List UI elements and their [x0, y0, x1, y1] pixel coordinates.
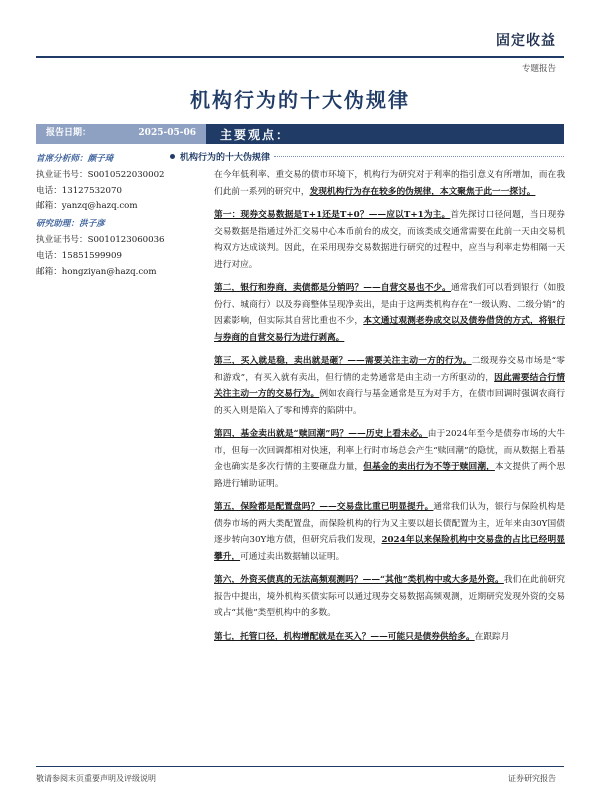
paragraph-text-continued: 例如农商行与基金通常是互为对手方，在债市回调时强调农商行的买入则是陷入了零和博弈的陷阱中。: [214, 389, 566, 416]
report-date-value: 2025-05-06: [138, 128, 196, 139]
analyst-email[interactable]: 邮箱：yanzq@hazq.com: [36, 201, 138, 212]
paragraph-text: 在跟踪月: [474, 631, 510, 642]
paragraph-text: 由于2024年至今是债券市场的大牛市，但每一次回调都相对快速，利率上行时市场总会产生“赎回潮”的隐忧，而从数据上看基金也确实是多次行情的主要砸盘力量，: [214, 429, 566, 472]
assistant-line: [36, 217, 206, 233]
body-paragraph: [214, 353, 565, 419]
paragraph-heading: 第六，外资买债真的无法高频观测吗？——“其他”类机构中或大多是外资。: [214, 575, 504, 585]
paragraph-text: 在今年低利率、重交易的债市环境下，机构行为研究对于利率的指引意义有所增加，而在我们此前一系列的研究中，: [214, 170, 565, 197]
paragraph-emphasis: 因此需要结合行情关注主动一方的交易行为。: [214, 372, 565, 399]
header-rule: [36, 56, 564, 58]
paragraph-text: 首先探讨口径问题，当日现券交易数据是指通过外汇交易中心本币前台的成交，而该类成交通常需要在此前一天由交易机构双方达成谈判。因此，在采用现券交易数据进行研究的过程中，应当与利率走势相隔一天进行对应。: [214, 210, 565, 270]
body-paragraph: [214, 426, 565, 492]
analyst-phone: 电话：13127532070: [36, 185, 122, 196]
sub-title: 机构行为的十大伪规律: [180, 153, 271, 163]
dotted-rule: [274, 156, 564, 157]
assistant-name: 洪子彦: [78, 219, 105, 230]
paragraph-emphasis: 2024年以来保险机构中交易盘的占比已经明显攀升，: [214, 535, 565, 562]
paragraph-emphasis: 发现机构行为存在较多的伪规律，本文聚焦于此一一探讨。: [309, 186, 536, 197]
paragraph-emphasis: 本文通过观测老券成交以及债券借贷的方式，将银行与券商的自营交易行为进行剥离。: [214, 316, 566, 343]
report-title: 机构行为的十大伪规律: [190, 88, 410, 112]
report-type-tag: 专题报告: [521, 64, 556, 74]
paragraph-text: 通常我们可以看到银行（如股份行、城商行）以及券商整体呈现净卖出，是由于这两类机构存在“一级认购、二级分销”的因素影响，但实际其自营比重也不少，: [214, 283, 566, 326]
body-paragraph: [214, 629, 565, 646]
body-paragraph: [214, 207, 565, 273]
paragraph-text: 通常我们认为，银行与保险机构是债券市场的两大类配置盘，而保险机构的行为又主要以超长债配置为主，近年来由30Y国债逐步转向30Y地方债，但研究后我们发现，: [214, 502, 566, 545]
footer-rule: [36, 766, 564, 767]
analyst-cert: 执业证书号：S0010522030002: [36, 169, 165, 180]
chief-analyst-role: 首席分析师：: [36, 154, 88, 164]
assistant-cert: 执业证书号：S0010123060036: [36, 234, 165, 245]
paragraph-heading: 第一：现券交易数据是T+1还是T+0？——应以T+1为主。: [214, 210, 451, 220]
paragraph-text: 二级现券交易市场是“零和游戏”，有买入就有卖出，但行情的走势通常是由主动一方所驱动的，: [214, 356, 565, 383]
assistant-role: 研究助理：: [36, 219, 79, 230]
sidebar: [36, 124, 206, 280]
body-paragraph: [214, 280, 565, 346]
paragraph-heading: 第二，银行和券商，卖债都是分销吗？——自营交易也不少。: [214, 283, 451, 293]
paragraph-text: 我们在此前研究报告中提出，境外机构买债实际可以通过现券交易数据高频观测，近期研究发现外资的交易或占“其他”类型机构中的多数。: [214, 575, 566, 618]
bullet-icon: [170, 154, 175, 159]
paragraph-text-continued: 可通过卖出数据辅以证明。: [240, 551, 345, 562]
paragraph-text-continued: 本文提供了两个思路进行辅助证明。: [214, 462, 566, 489]
body-paragraph: [214, 499, 565, 565]
report-date-label: 报告日期：: [46, 128, 92, 139]
chief-analyst-name: 颜子琦: [87, 154, 114, 164]
report-date-bar: [36, 124, 206, 144]
assistant-phone: 电话：15851599909: [36, 250, 122, 261]
paragraph-emphasis: 但基金的卖出行为不等于赎回潮，: [363, 462, 495, 472]
paragraph-heading: 第五，保险都是配置盘吗？——交易盘比重已明显提升。: [214, 502, 434, 512]
sub-title-line: [170, 150, 564, 163]
paragraph-heading: 第四，基金卖出就是“赎回潮”吗？——历史上看未必。: [214, 429, 428, 439]
body-paragraph: [214, 167, 565, 200]
footer-disclaimer: 敬请参阅末页重要声明及评级说明: [36, 774, 156, 783]
report-body: [214, 167, 565, 652]
key-points-header: [180, 124, 564, 163]
body-paragraph: [214, 572, 565, 622]
assistant-email[interactable]: 邮箱：hongziyan@hazq.com: [36, 266, 157, 277]
paragraph-heading: 第三，买入就是稳，卖出就是砸？——需要关注主动一方的行为。: [214, 356, 472, 366]
report-category-tag: 固定收益: [496, 33, 556, 49]
footer-label: 证券研究报告: [508, 774, 556, 783]
paragraph-heading: 第七，托管口径，机构增配就是在买入？——可能只是债券供给多。: [214, 631, 475, 642]
section-title: 主要观点：: [206, 124, 564, 144]
